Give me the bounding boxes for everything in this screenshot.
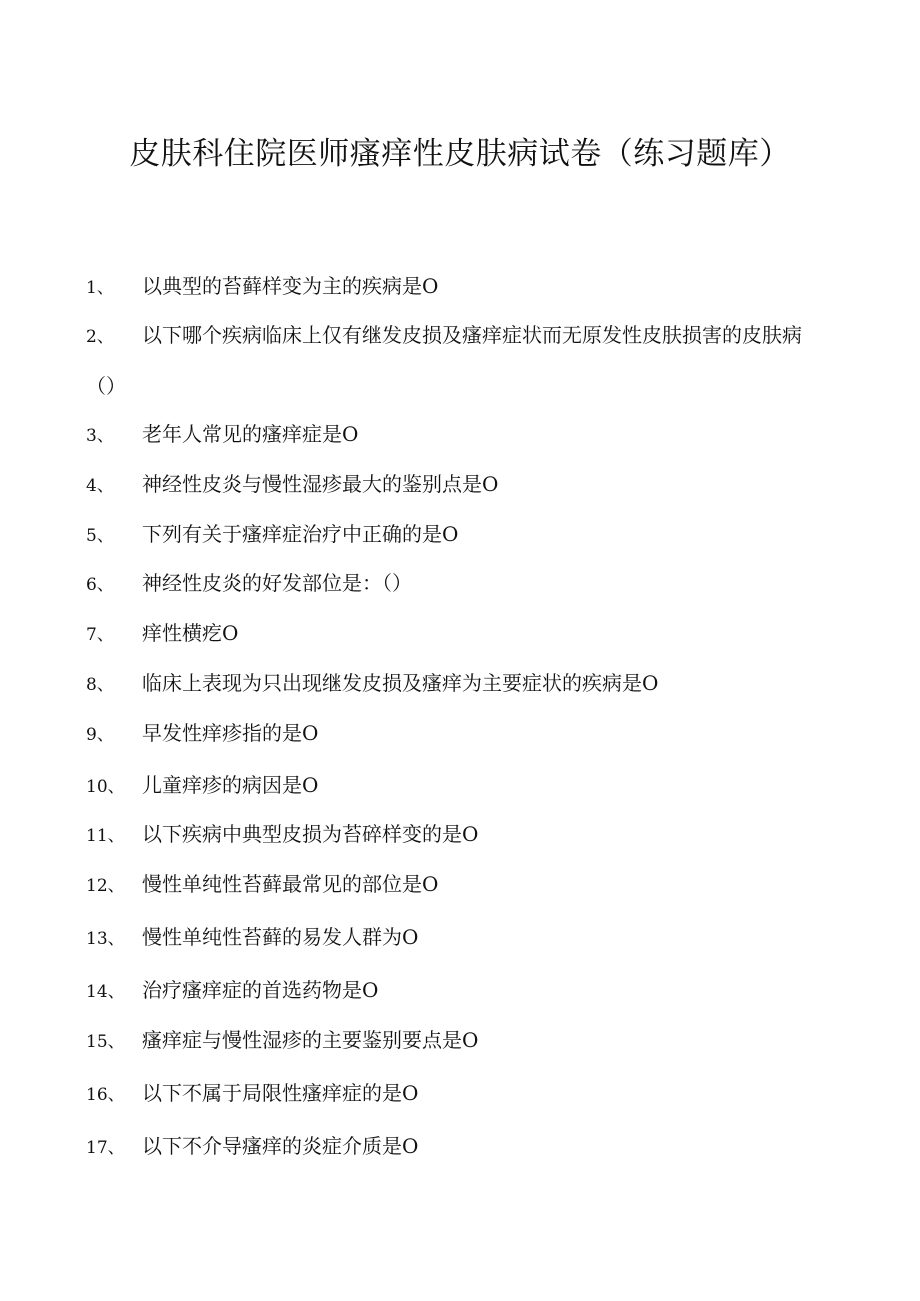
question-text: 老年人常见的瘙痒症是O xyxy=(142,422,359,446)
question-item xyxy=(86,1122,826,1173)
question-number: 5、 xyxy=(86,526,114,546)
question-text: 临床上表现为只出现继发皮损及瘙痒为主要症状的疾病是O xyxy=(142,671,659,695)
question-item xyxy=(86,860,826,911)
question-text: 以下不介导瘙痒的炎症介质是O xyxy=(142,1134,419,1158)
question-item xyxy=(86,1016,826,1067)
question-item xyxy=(86,460,826,511)
question-item xyxy=(86,966,826,1017)
question-item xyxy=(86,559,826,610)
question-number: 9、 xyxy=(86,725,114,745)
question-text: 以下哪个疾病临床上仅有继发皮损及瘙痒症状而无原发性皮肤损害的皮肤病（） xyxy=(86,323,802,398)
question-item xyxy=(86,913,826,964)
question-number: 16、 xyxy=(86,1085,125,1105)
question-number: 14、 xyxy=(86,982,125,1002)
question-text: 慢性单纯性苔藓最常见的部位是O xyxy=(142,872,439,896)
question-text: 下列有关于瘙痒症治疗中正确的是O xyxy=(142,522,459,546)
question-text: 痒性横疙O xyxy=(142,621,239,645)
question-number: 15、 xyxy=(86,1032,125,1052)
question-text: 慢性单纯性苔藓的易发人群为O xyxy=(142,925,419,949)
question-number: 2、 xyxy=(86,327,114,347)
question-text: 以下不属于局限性瘙痒症的是O xyxy=(142,1081,419,1105)
question-text: 早发性痒疹指的是O xyxy=(142,721,319,745)
question-text: 以典型的苔藓样变为主的疾病是O xyxy=(142,274,439,298)
question-number: 4、 xyxy=(86,476,114,496)
question-item xyxy=(86,311,826,411)
question-number: 10、 xyxy=(86,777,125,797)
question-number: 12、 xyxy=(86,876,125,896)
question-number: 6、 xyxy=(86,575,114,595)
question-item xyxy=(86,510,826,561)
question-number: 17、 xyxy=(86,1138,125,1158)
document-title: 皮肤科住院医师瘙痒性皮肤病试卷（练习题库） xyxy=(129,136,791,172)
question-text: 儿童痒疹的病因是O xyxy=(142,773,319,797)
question-number: 13、 xyxy=(86,929,125,949)
question-number: 1、 xyxy=(86,278,114,298)
question-item xyxy=(86,609,826,660)
question-number: 3、 xyxy=(86,426,114,446)
question-item xyxy=(86,709,826,760)
question-text: 神经性皮炎的好发部位是：（） xyxy=(142,571,412,595)
question-item xyxy=(86,410,826,461)
question-number: 7、 xyxy=(86,625,114,645)
question-number: 11、 xyxy=(86,826,125,846)
question-text: 瘙痒症与慢性湿疹的主要鉴别要点是O xyxy=(142,1028,479,1052)
question-item xyxy=(86,810,826,861)
question-number: 8、 xyxy=(86,675,114,695)
question-item xyxy=(86,659,826,710)
question-text: 治疗瘙痒症的首选药物是O xyxy=(142,978,379,1002)
question-item xyxy=(86,1069,826,1120)
question-text: 以下疾病中典型皮损为苔碎样变的是O xyxy=(142,822,479,846)
question-item xyxy=(86,262,826,313)
question-text: 神经性皮炎与慢性湿疹最大的鉴别点是O xyxy=(142,472,499,496)
question-item xyxy=(86,761,826,812)
